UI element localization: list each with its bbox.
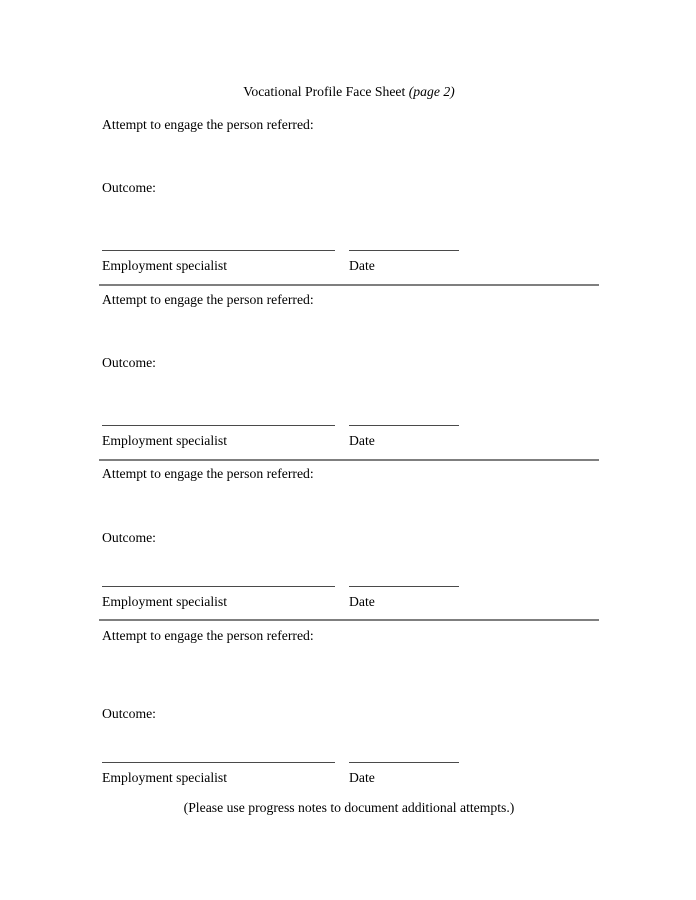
attempt-prompt: Attempt to engage the person referred: [102,117,314,132]
attempt-section [102,292,596,467]
outcome-prompt: Outcome: [102,706,156,721]
attempt-section [102,466,596,641]
date-label: Date [349,433,375,448]
employment-specialist-label: Employment specialist [102,770,228,785]
signature-labels-row [102,594,375,610]
attempt-prompt: Attempt to engage the person referred: [102,466,314,481]
signature-row [102,762,459,763]
attempt-section [102,117,596,292]
date-label: Date [349,258,375,273]
section-divider [99,459,599,461]
date-line[interactable] [349,586,459,587]
specialist-signature-line[interactable] [102,586,335,587]
employment-specialist-label: Employment specialist [102,594,228,609]
specialist-signature-line[interactable] [102,762,335,763]
outcome-prompt: Outcome: [102,180,156,195]
footer-note: (Please use progress notes to document additional attempts.) [183,800,515,815]
signature-row [102,250,459,251]
page-number-annotation: (page 2) [408,84,455,99]
page-title-text: Vocational Profile Face Sheet [243,84,406,99]
date-line[interactable] [349,762,459,763]
date-label: Date [349,594,375,609]
specialist-signature-line[interactable] [102,250,335,251]
date-line[interactable] [349,425,459,426]
outcome-prompt: Outcome: [102,355,156,370]
attempt-prompt: Attempt to engage the person referred: [102,292,314,307]
signature-labels-row [102,770,375,786]
section-divider [99,619,599,621]
attempt-prompt: Attempt to engage the person referred: [102,628,314,643]
signature-labels-row [102,433,375,449]
outcome-prompt: Outcome: [102,530,156,545]
signature-row [102,586,459,587]
signature-row [102,425,459,426]
page-title [102,84,596,100]
section-divider [99,284,599,286]
specialist-signature-line[interactable] [102,425,335,426]
employment-specialist-label: Employment specialist [102,433,228,448]
employment-specialist-label: Employment specialist [102,258,228,273]
attempt-section [102,628,596,803]
date-label: Date [349,770,375,785]
signature-labels-row [102,258,375,274]
date-line[interactable] [349,250,459,251]
